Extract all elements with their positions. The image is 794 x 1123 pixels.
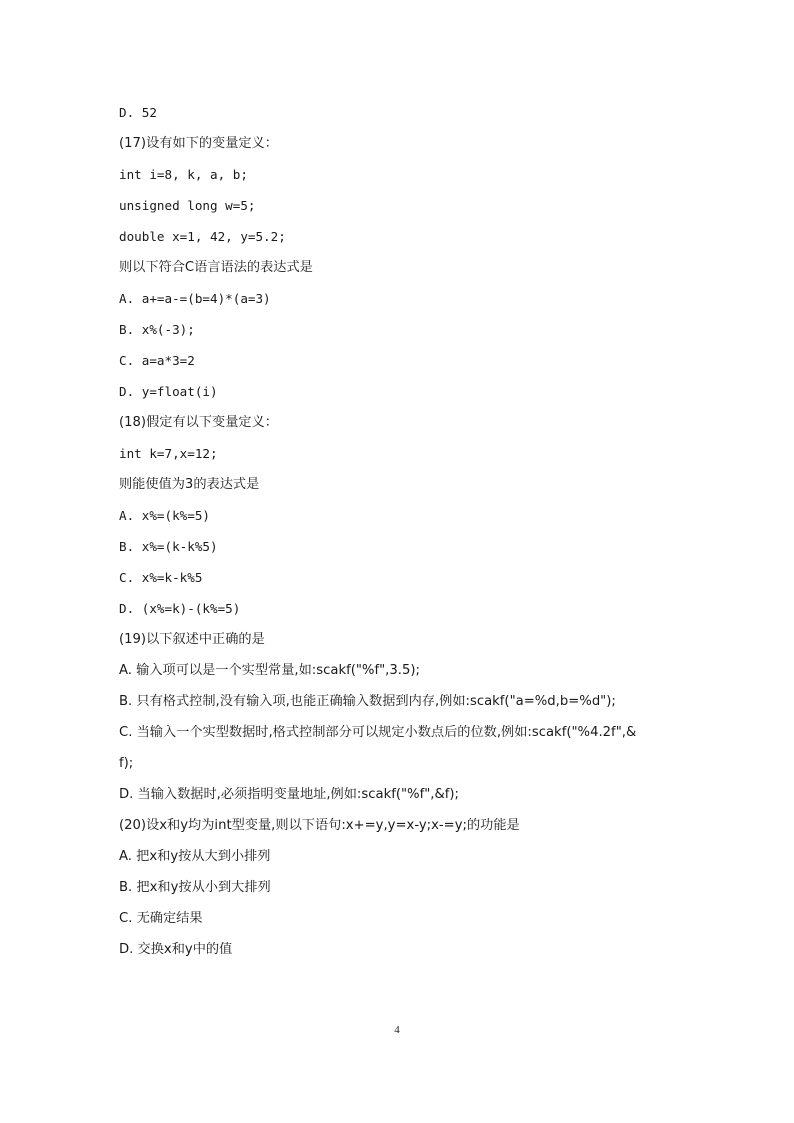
text-line: B. 把x和y按从小到大排列 xyxy=(119,880,271,895)
text-line: B. x%=(k-k%5) xyxy=(119,539,218,554)
text-line: C. a=a*3=2 xyxy=(119,353,195,368)
text-line: (20)设x和y均为int型变量,则以下语句:x+=y,y=x-y;x-=y;的功能是 xyxy=(119,818,520,833)
text-line: D. y=float(i) xyxy=(119,384,218,399)
page-number: 4 xyxy=(394,1024,400,1036)
text-line: D. 交换x和y中的值 xyxy=(119,942,233,957)
text-line: C. x%=k-k%5 xyxy=(119,570,203,585)
text-line: D. 52 xyxy=(119,105,157,120)
text-line: 则能使值为3的表达式是 xyxy=(119,477,260,492)
text-line: C. 当输入一个实型数据时,格式控制部分可以规定小数点后的位数,例如:scakf("%4.2f",& xyxy=(119,725,637,740)
text-line: A. 输入项可以是一个实型常量,如:scakf("%f",3.5); xyxy=(119,663,420,678)
text-line: (18)假定有以下变量定义： xyxy=(119,415,278,430)
text-line: B. 只有格式控制,没有输入项,也能正确输入数据到内存,例如:scakf("a=%d,b=%d"); xyxy=(119,694,616,709)
text-line: A. 把x和y按从大到小排列 xyxy=(119,849,271,864)
text-line: (17)设有如下的变量定义： xyxy=(119,136,278,151)
text-line: f); xyxy=(119,756,134,771)
text-line: A. x%=(k%=5) xyxy=(119,508,210,523)
text-line: unsigned long w=5; xyxy=(119,198,256,213)
text-line: A. a+=a-=(b=4)*(a=3) xyxy=(119,291,271,306)
text-line: (19)以下叙述中正确的是 xyxy=(119,632,265,647)
text-line: int i=8, k, a, b; xyxy=(119,167,248,182)
text-line: int k=7,x=12; xyxy=(119,446,218,461)
text-line: 则以下符合C语言语法的表达式是 xyxy=(119,260,313,275)
text-line: C. 无确定结果 xyxy=(119,911,203,926)
text-line: D. 当输入数据时,必须指明变量地址,例如:scakf("%f",&f); xyxy=(119,787,460,802)
text-line: B. x%(-3); xyxy=(119,322,195,337)
page-content xyxy=(119,100,689,968)
text-line: D. (x%=k)-(k%=5) xyxy=(119,601,241,616)
text-line: double x=1, 42, y=5.2; xyxy=(119,229,286,244)
